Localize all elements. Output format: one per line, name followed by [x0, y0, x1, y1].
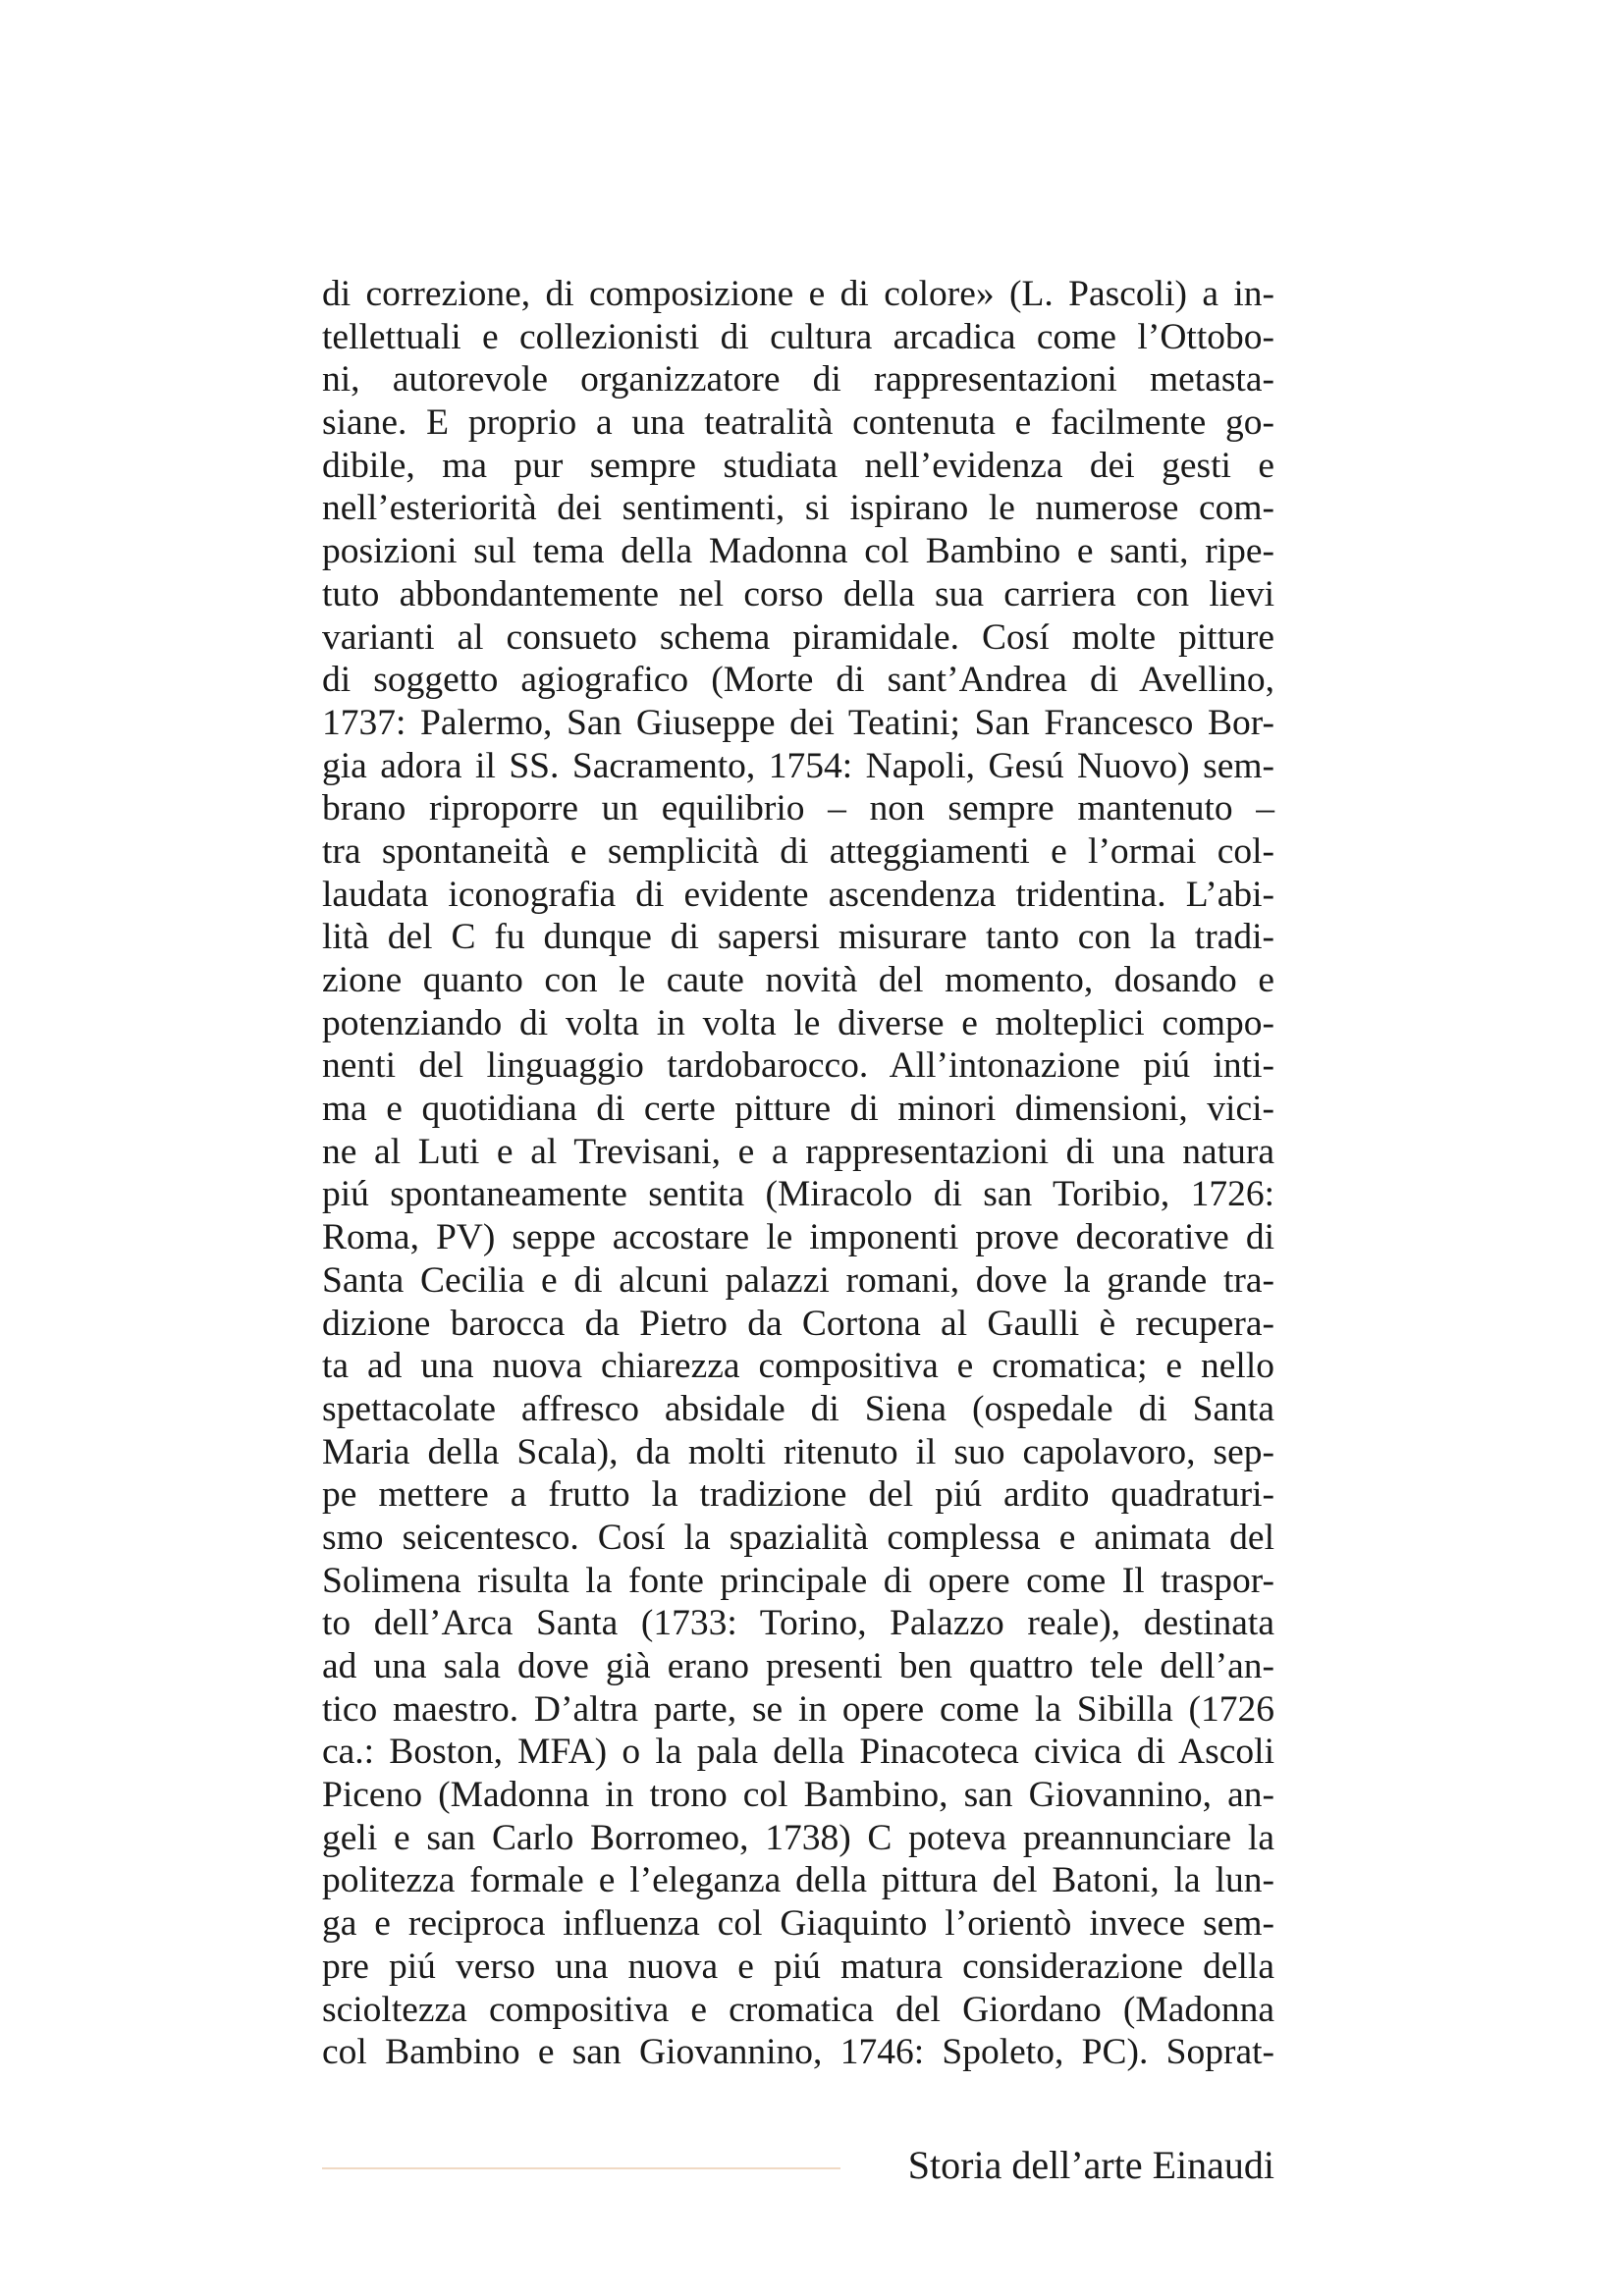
text-line: ca.: Boston, MFA) o la pala della Pinacoteca civica di Ascoli — [322, 1732, 1274, 1773]
text-line: Santa Cecilia e di alcuni palazzi romani, dove la grande tra- — [322, 1259, 1274, 1301]
footer-divider — [322, 2167, 840, 2169]
text-line: laudata iconografia di evidente ascendenza tridentina. L’abi- — [322, 874, 1274, 915]
text-line: politezza formale e l’eleganza della pittura del Batoni, la lun- — [322, 1860, 1274, 1901]
text-line: gia adora il SS. Sacramento, 1754: Napoli, Gesú Nuovo) sem- — [322, 745, 1274, 786]
text-line: ni, autorevole organizzatore di rappresentazioni metasta- — [322, 359, 1274, 400]
text-line: Piceno (Madonna in trono col Bambino, san Giovannino, an- — [322, 1775, 1274, 1816]
text-line: ne al Luti e al Trevisani, e a rappresentazioni di una natura — [322, 1131, 1274, 1172]
text-line: col Bambino e san Giovannino, 1746: Spoleto, PC). Soprat- — [322, 2032, 1274, 2073]
text-line: zione quanto con le caute novità del momento, dosando e — [322, 960, 1274, 1000]
text-line: nell’esteriorità dei sentimenti, si ispirano le numerose com- — [322, 488, 1274, 529]
text-line: nenti del linguaggio tardobarocco. All’intonazione piú inti- — [322, 1045, 1274, 1087]
text-line: di correzione, di composizione e di colore» (L. Pascoli) a in- — [322, 274, 1274, 314]
text-line: posizioni sul tema della Madonna col Bambino e santi, ripe- — [322, 531, 1274, 572]
text-line: potenziando di volta in volta le diverse e molteplici compo- — [322, 1002, 1274, 1043]
text-line: pe mettere a frutto la tradizione del piú ardito quadraturi- — [322, 1474, 1274, 1516]
text-line: di soggetto agiografico (Morte di sant’Andrea di Avellino, — [322, 660, 1274, 701]
text-line: tuto abbondantemente nel corso della sua carriera con lievi — [322, 573, 1274, 614]
text-line: tellettuali e collezionisti di cultura arcadica come l’Ottobo- — [322, 316, 1274, 357]
text-line: pre piú verso una nuova e piú matura considerazione della — [322, 1946, 1274, 1987]
text-line: ga e reciproca influenza col Giaquinto l’orientò invece sem- — [322, 1903, 1274, 1945]
text-line: piú spontaneamente sentita (Miracolo di san Toribio, 1726: — [322, 1174, 1274, 1215]
text-line: ta ad una nuova chiarezza compositiva e cromatica; e nello — [322, 1346, 1274, 1387]
text-line: 1737: Palermo, San Giuseppe dei Teatini; San Francesco Bor- — [322, 702, 1274, 743]
text-line: varianti al consueto schema piramidale. Cosí molte pitture — [322, 616, 1274, 658]
body-text — [322, 273, 1274, 2074]
text-line: smo seicentesco. Cosí la spazialità complessa e animata del — [322, 1517, 1274, 1558]
text-line: ad una sala dove già erano presenti ben quattro tele dell’an- — [322, 1646, 1274, 1686]
text-line: dizione barocca da Pietro da Cortona al Gaulli è recupera- — [322, 1303, 1274, 1344]
text-line: ma e quotidiana di certe pitture di minori dimensioni, vici- — [322, 1089, 1274, 1130]
text-line: geli e san Carlo Borromeo, 1738) C poteva preannunciare la — [322, 1817, 1274, 1858]
text-line: dibile, ma pur sempre studiata nell’evidenza dei gesti e — [322, 445, 1274, 486]
text-line: scioltezza compositiva e cromatica del Giordano (Madonna — [322, 1989, 1274, 2030]
text-line: tra spontaneità e semplicità di atteggiamenti e l’ormai col- — [322, 830, 1274, 872]
footer-publication-title: Storia dell’arte Einaudi — [907, 2143, 1274, 2187]
text-line: tico maestro. D’altra parte, se in opere come la Sibilla (1726 — [322, 1688, 1274, 1730]
text-line: Solimena risulta la fonte principale di opere come Il traspor- — [322, 1560, 1274, 1601]
text-line: Maria della Scala), da molti ritenuto il suo capolavoro, sep- — [322, 1431, 1274, 1472]
text-line: siane. E proprio a una teatralità contenuta e facilmente go- — [322, 402, 1274, 444]
text-line: Roma, PV) seppe accostare le imponenti prove decorative di — [322, 1217, 1274, 1258]
text-line: brano riproporre un equilibrio – non sempre mantenuto – — [322, 788, 1274, 829]
text-line: lità del C fu dunque di sapersi misurare tanto con la tradi- — [322, 917, 1274, 958]
text-line: spettacolate affresco absidale di Siena (ospedale di Santa — [322, 1388, 1274, 1429]
text-line: to dell’Arca Santa (1733: Torino, Palazzo reale), destinata — [322, 1603, 1274, 1644]
